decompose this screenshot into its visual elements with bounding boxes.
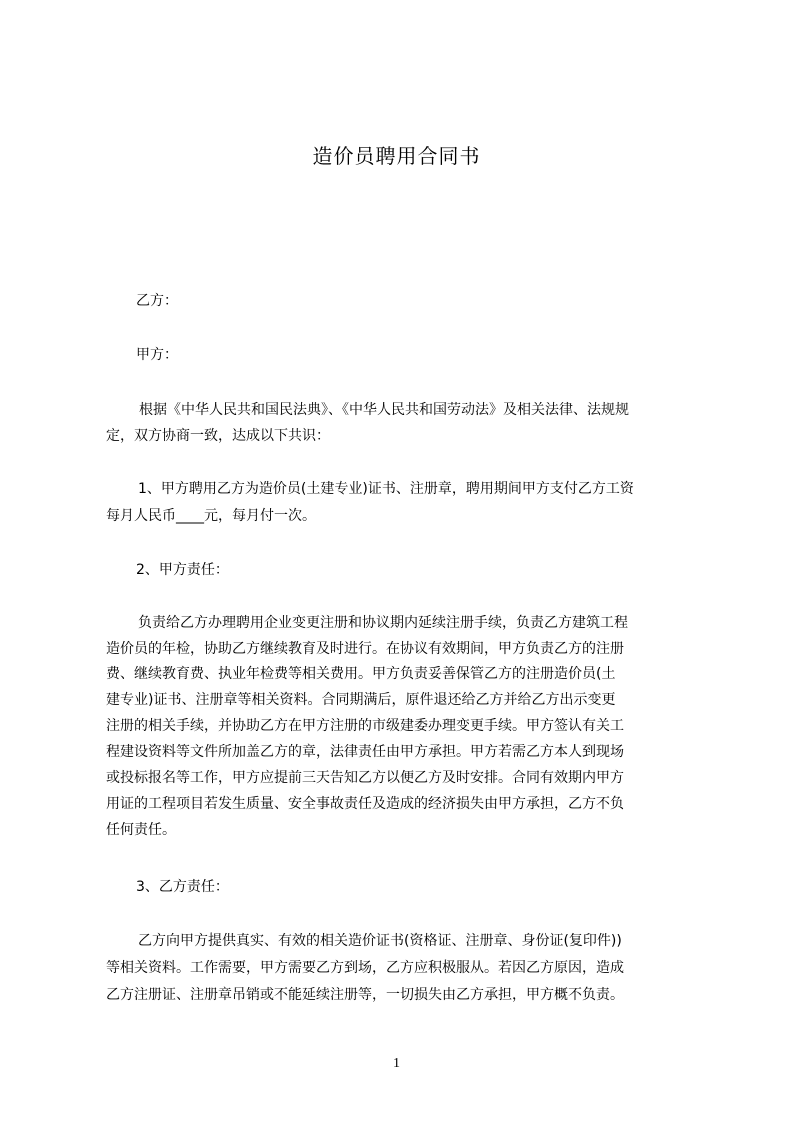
clause-3-line: 乙方向甲方提供真实、有效的相关造价证书(资格证、注册章、身份证(复印件)) xyxy=(138,933,622,949)
clause-2-line: 负责给乙方办理聘用企业变更注册和协议期内延续注册手续，负责乙方建筑工程 xyxy=(138,615,628,631)
intro-line: 根据《中华人民共和国民法典》、《中华人民共和国劳动法》及相关法律、法规规 xyxy=(139,402,629,418)
party-b-label: 乙方： xyxy=(136,293,178,309)
intro-line: 定，双方协商一致，达成以下共识： xyxy=(106,428,330,444)
clause-2-line: 造价员的年检，协助乙方继续教育及时进行。在协议有效期间，甲方负责乙方的注册 xyxy=(106,641,624,657)
clause-1-line: 1、甲方聘用乙方为造价员(土建专业)证书、注册章，聘用期间甲方支付乙方工资 xyxy=(138,481,634,497)
clause-3-line: 等相关资料。工作需要，甲方需要乙方到场，乙方应积极服从。若因乙方原因，造成 xyxy=(106,960,624,976)
clause-2-line: 用证的工程项目若发生质量、安全事故责任及造成的经济损失由甲方承担，乙方不负 xyxy=(106,796,624,812)
clause-1-line: 每月人民币____元，每月付一次。 xyxy=(106,508,316,524)
clause-2-line: 或投标报名等工作，甲方应提前三天告知乙方以便乙方及时安排。合同有效期内甲方 xyxy=(106,770,624,786)
clause-2-line: 程建设资料等文件所加盖乙方的章，法律责任由甲方承担。甲方若需乙方本人到现场 xyxy=(106,744,624,760)
party-a-label: 甲方： xyxy=(136,347,178,363)
page-number: 1 xyxy=(393,1056,400,1071)
clause-2-heading: 2、甲方责任： xyxy=(136,562,229,578)
clause-2-line: 建专业)证书、注册章等相关资料。合同期满后，原件退还给乙方并给乙方出示变更 xyxy=(106,692,616,708)
document-title: 造价员聘用合同书 xyxy=(312,144,481,168)
clause-3-heading: 3、乙方责任： xyxy=(136,879,229,895)
clause-2-line: 注册的相关手续，并协助乙方在甲方注册的市级建委办理变更手续。甲方签认有关工 xyxy=(106,718,624,734)
clause-3-line: 乙方注册证、注册章吊销或不能延续注册等，一切损失由乙方承担，甲方概不负责。 xyxy=(106,987,624,1003)
clause-2-line: 费、继续教育费、执业年检费等相关费用。甲方负责妥善保管乙方的注册造价员(土 xyxy=(106,666,616,682)
clause-2-line: 任何责任。 xyxy=(106,822,176,838)
